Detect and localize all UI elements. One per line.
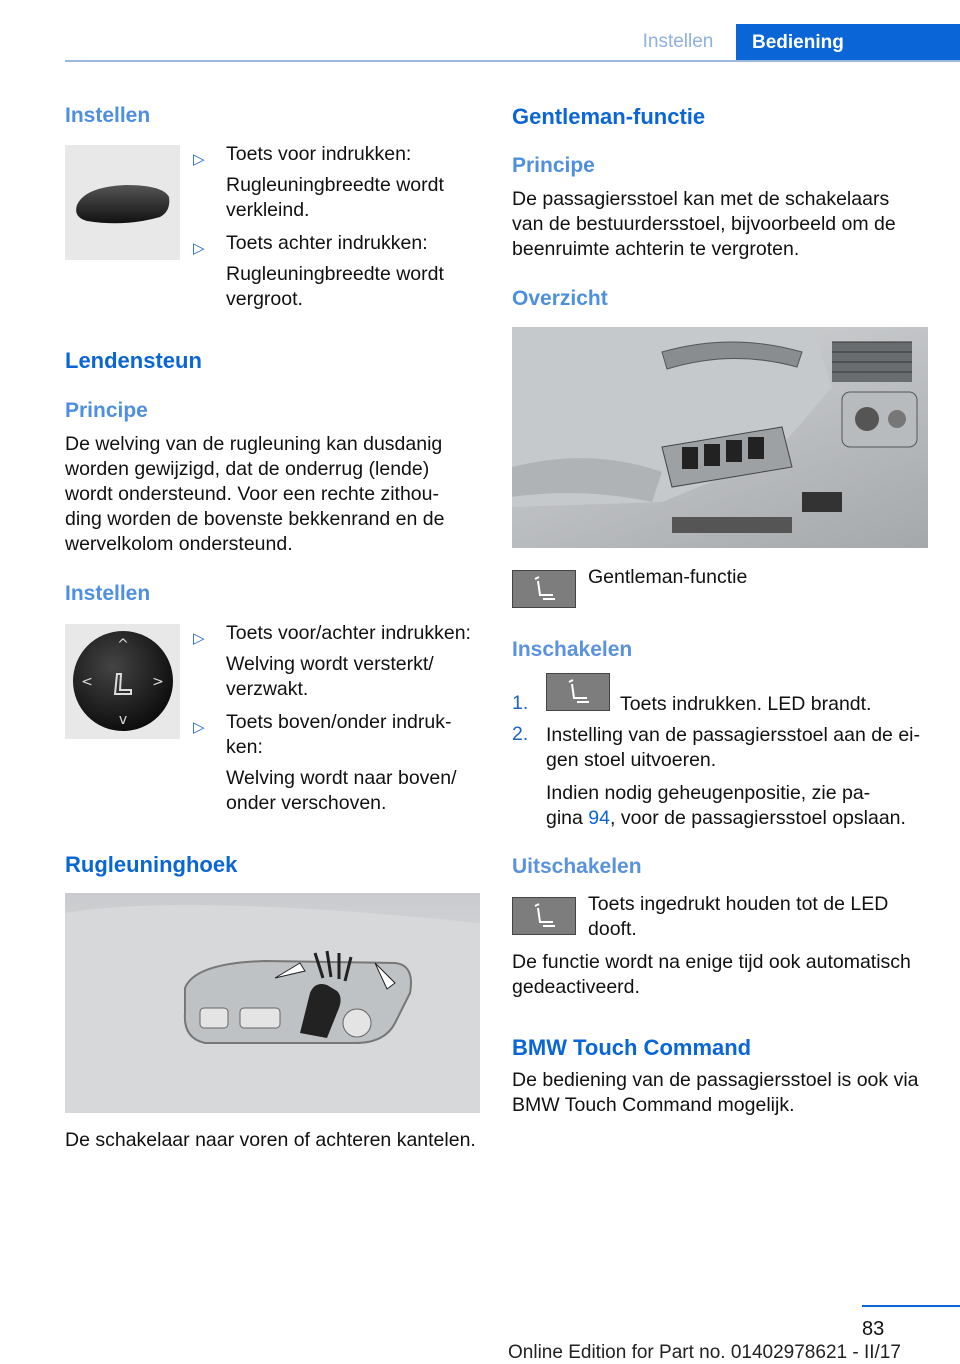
header-tab-instellen[interactable]: Instellen <box>642 31 714 52</box>
item-front-action: Toets voor indrukken: <box>226 143 412 165</box>
lumbar-item-1-action: Toets voor/achter indrukken: <box>226 622 471 644</box>
backrest-width-button-icon <box>65 145 180 260</box>
seat-switch-photo <box>65 893 480 1113</box>
gentleman-button-label: Gentleman-functie <box>588 566 748 588</box>
svg-text:>: > <box>152 674 164 690</box>
step-2-note-post: , voor de passagiersstoel opslaan. <box>610 807 906 829</box>
triangle-right-icon: ▷ <box>193 151 205 168</box>
lumbar-button-image <box>65 624 180 739</box>
item-back-result-2: vergroot. <box>226 288 303 310</box>
lumbar-item-2-result-2: onder verschoven. <box>226 792 387 814</box>
svg-text:v: v <box>118 712 128 728</box>
uitschakelen-note-line-1: De functie wordt na enige tijd ook automatisch <box>512 951 911 973</box>
principe-line-1: De welving van de rugleuning kan dusdanig <box>65 433 443 455</box>
item-front-result-2: verkleind. <box>226 199 310 221</box>
triangle-right-icon: ▷ <box>193 719 205 736</box>
lumbar-item-1-result-1: Welving wordt versterkt/ <box>226 653 434 675</box>
step-2-note-line-2 <box>546 806 906 831</box>
heading-overzicht: Overzicht <box>512 287 608 310</box>
seat-recline-icon <box>546 673 610 711</box>
heading-principe-gentleman: Principe <box>512 154 595 177</box>
footer-edition: Online Edition for Part no. 01402978621 - II/17 <box>508 1342 901 1363</box>
gentleman-principe-line-2: van de bestuurdersstoel, bijvoorbeeld om de <box>512 213 896 235</box>
backrest-width-button-image <box>65 145 180 260</box>
heading-instellen-2: Instellen <box>65 582 151 605</box>
heading-inschakelen: Inschakelen <box>512 638 633 661</box>
step-2-line-2: gen stoel uitvoeren. <box>546 749 717 771</box>
principe-line-4: ding worden de bovenste bekkenrand en de <box>65 508 445 530</box>
heading-principe-lendensteun: Principe <box>65 399 148 422</box>
principe-line-2: worden gewijzigd, dat de onderrug (lende) <box>65 458 430 480</box>
step-2-line-1: Instelling van de passagiersstoel aan de ei‐ <box>546 724 920 746</box>
principe-line-3: wordt ondersteund. Voor een rechte zithou‐ <box>65 483 439 505</box>
uitschakelen-note-line-2: gedeactiveerd. <box>512 976 640 998</box>
triangle-right-icon: ▷ <box>193 240 205 257</box>
header-divider <box>65 60 960 62</box>
svg-text:^: ^ <box>117 637 129 653</box>
gentleman-principe-line-3: beenruimte achterin te vergroten. <box>512 238 800 260</box>
triangle-right-icon: ▷ <box>193 630 205 647</box>
touch-line-2: BMW Touch Command mogelijk. <box>512 1094 795 1116</box>
footer-divider <box>862 1305 960 1307</box>
page-number: 83 <box>862 1318 885 1340</box>
heading-rugleuninghoek: Rugleuninghoek <box>65 852 238 877</box>
touch-line-1: De bediening van de passagiersstoel is ook via <box>512 1069 919 1091</box>
lumbar-support-icon <box>65 624 180 739</box>
header-tab-bediening[interactable]: Bediening <box>736 24 960 62</box>
uitschakelen-button-line-1: Toets ingedrukt houden tot de LED <box>588 893 889 915</box>
item-front-result-1: Rugleuningbreedte wordt <box>226 174 444 196</box>
svg-text:<: < <box>81 674 93 690</box>
heading-gentleman-functie: Gentleman-functie <box>512 104 706 129</box>
door-panel-illustration <box>512 327 928 548</box>
heading-bmw-touch-command: BMW Touch Command <box>512 1035 752 1060</box>
lumbar-item-2-action-1: Toets boven/onder indruk‐ <box>226 711 452 733</box>
principe-line-5: wervelkolom ondersteund. <box>65 533 293 555</box>
heading-uitschakelen: Uitschakelen <box>512 855 642 878</box>
seat-recline-icon <box>512 897 576 935</box>
seat-switch-illustration <box>65 893 480 1113</box>
lumbar-item-1-result-2: verzwakt. <box>226 678 309 700</box>
heading-instellen-1: Instellen <box>65 104 151 127</box>
seat-recline-icon <box>512 570 576 608</box>
page-link-94[interactable]: 94 <box>588 807 610 829</box>
step-2-note-pre: gina <box>546 807 589 829</box>
gentleman-principe-line-1: De passagiersstoel kan met de schakelaars <box>512 188 890 210</box>
step-2-note-line-1: Indien nodig geheugenpositie, zie pa‐ <box>546 782 871 804</box>
step-1-text: Toets indrukken. LED brandt. <box>620 693 872 715</box>
lumbar-item-2-action-2: ken: <box>226 736 263 758</box>
step-1-number: 1. <box>512 692 529 714</box>
uitschakelen-button-line-2: dooft. <box>588 918 637 940</box>
rugleuninghoek-caption: De schakelaar naar voren of achteren kantelen. <box>65 1129 476 1151</box>
lumbar-item-2-result-1: Welving wordt naar boven/ <box>226 767 457 789</box>
door-panel-photo <box>512 327 928 548</box>
item-back-action: Toets achter indrukken: <box>226 232 428 254</box>
item-back-result-1: Rugleuningbreedte wordt <box>226 263 444 285</box>
heading-lendensteun: Lendensteun <box>65 348 202 373</box>
step-2-number: 2. <box>512 723 529 745</box>
